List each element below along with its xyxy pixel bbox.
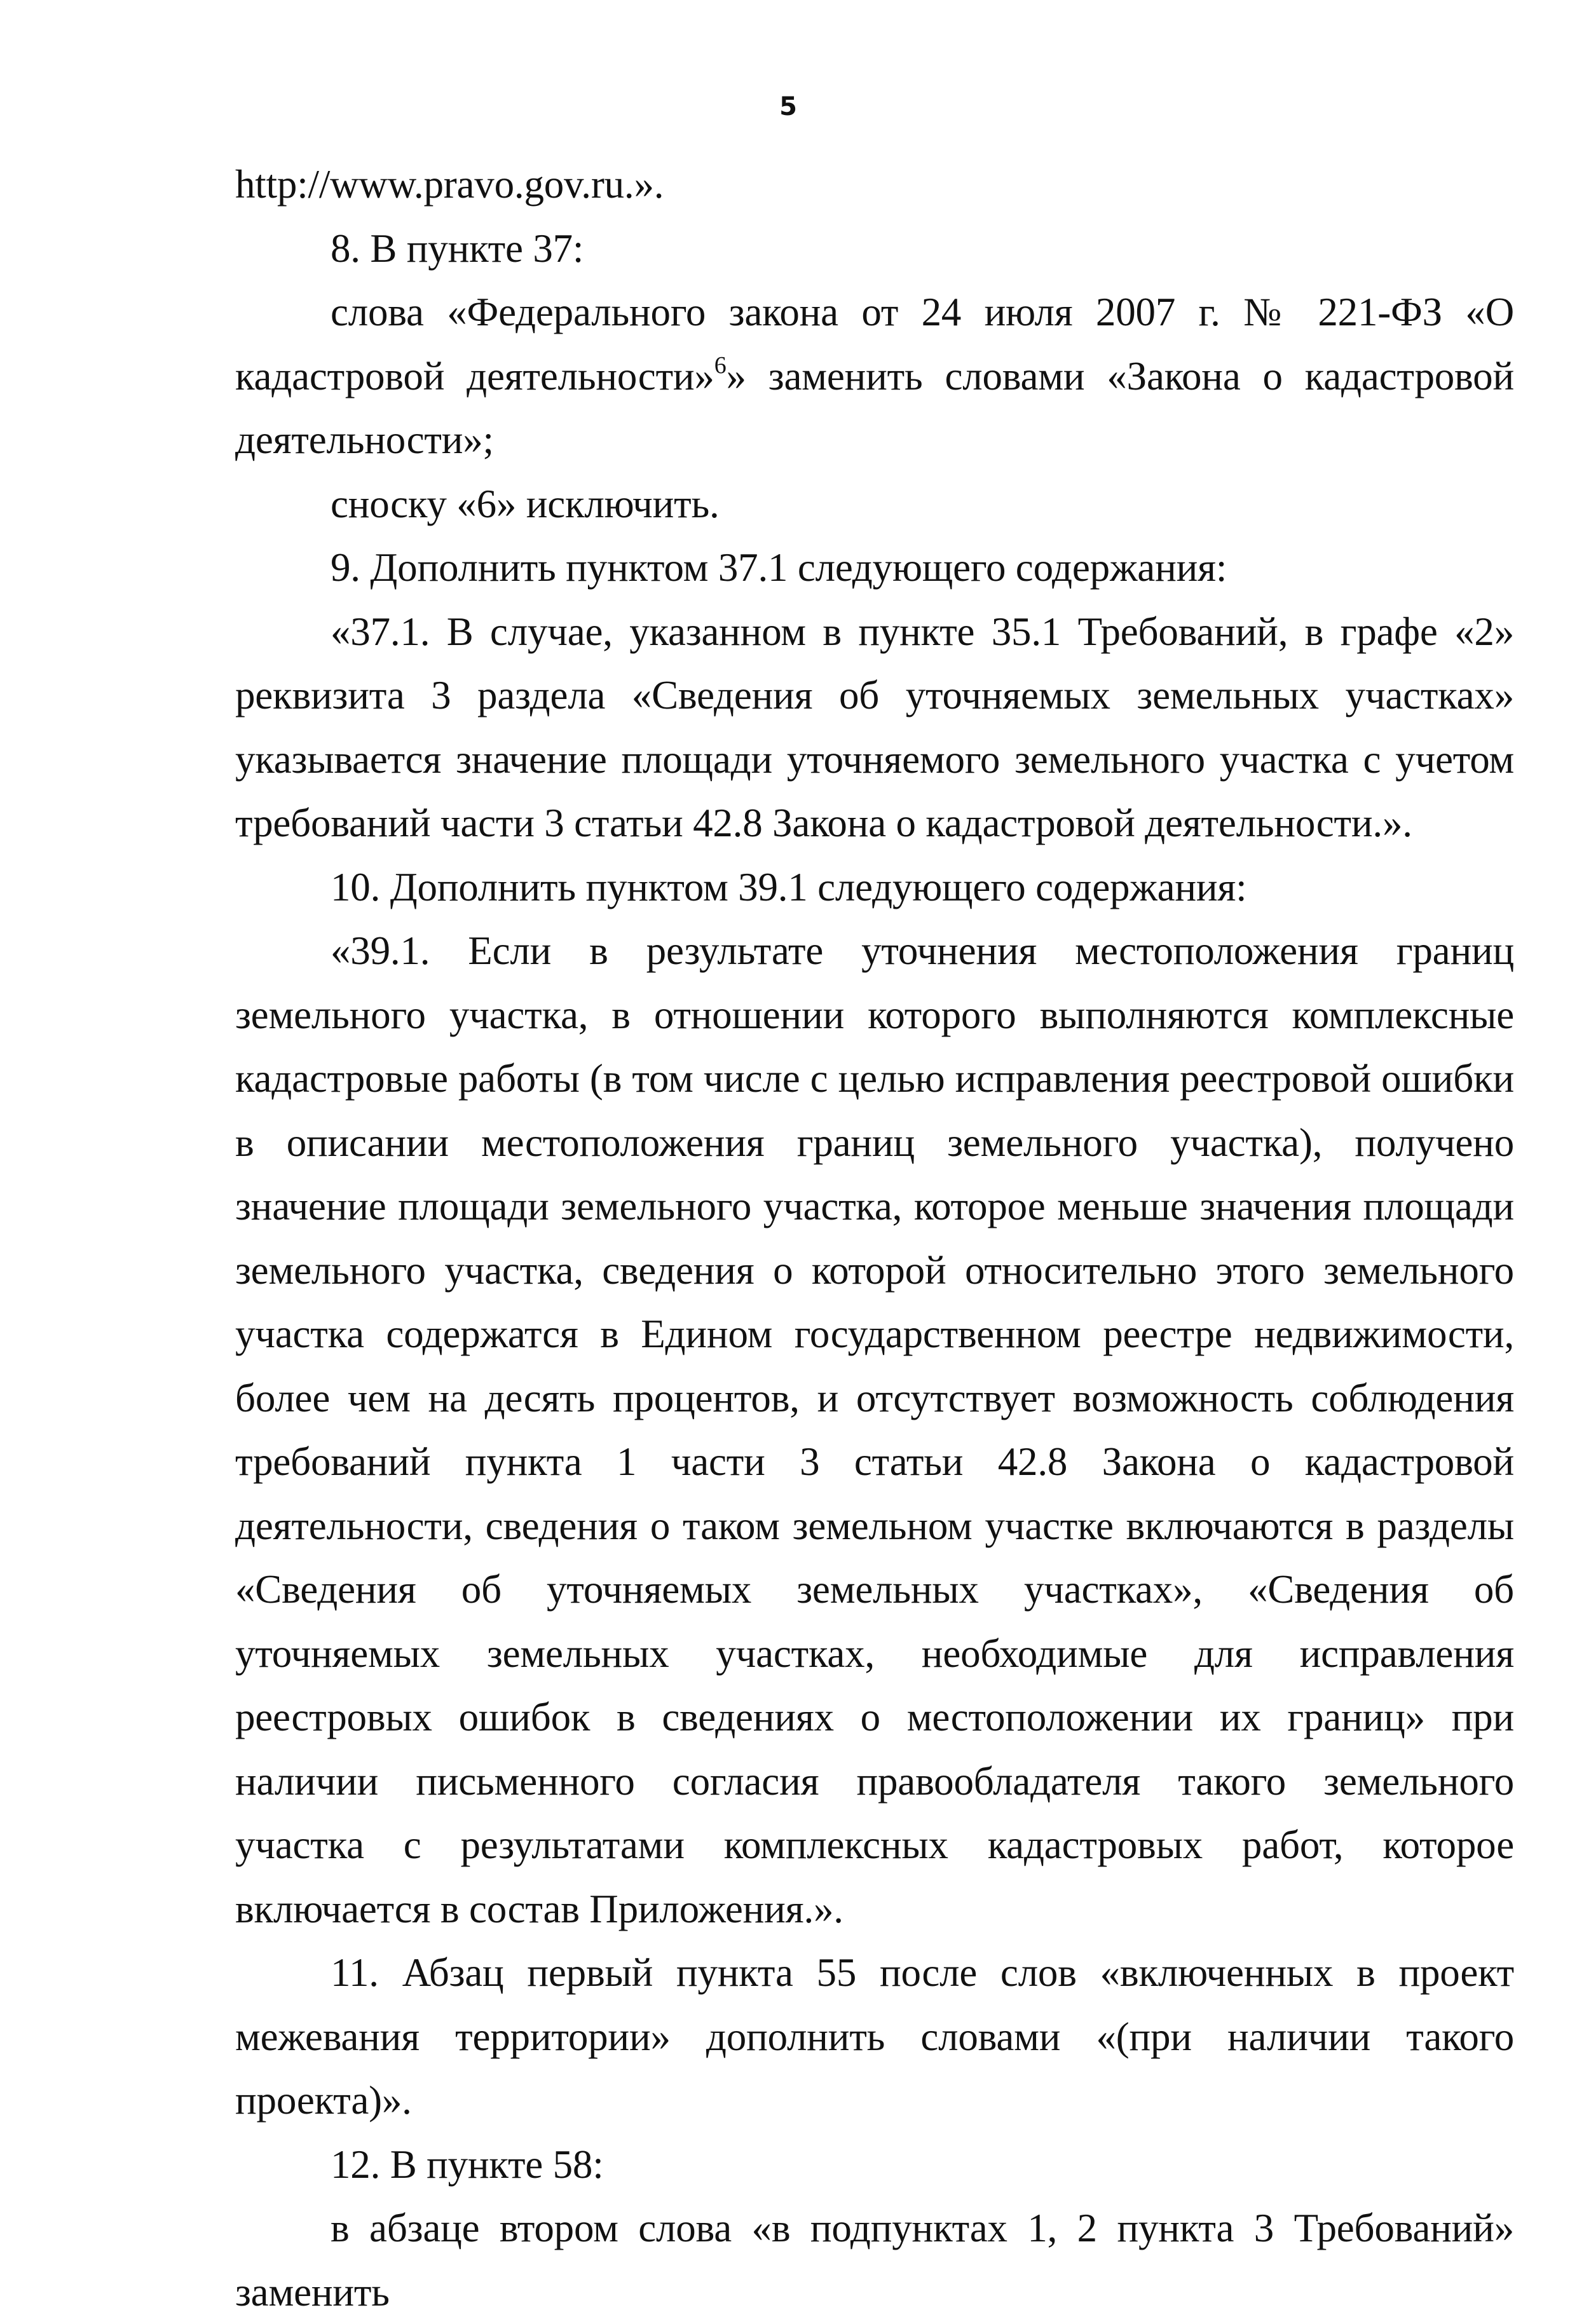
paragraph-url: http://www.pravo.gov.ru.». — [235, 162, 664, 207]
document-body — [235, 153, 1514, 2324]
paragraph-item-37-1: «37.1. В случае, указанном в пункте 35.1 Требований, в графе «2» реквизита 3 раздела «Сведения об уточняемых земельных участках» указывается значение площади уточняемого земельного участка с учетом требований части 3 статьи 42.8 Закона о кадастровой деятельности.». — [235, 609, 1514, 845]
paragraph-item-12-words: в абзаце втором слова «в подпунктах 1, 2 пункта 3 Требований» заменить — [235, 2206, 1514, 2314]
paragraph-item-11: 11. Абзац первый пункта 55 после слов «включенных в проект межевания территории» дополнить словами «(при наличии такого проекта)». — [235, 1950, 1514, 2123]
footnote-marker: 6 — [714, 351, 727, 379]
paragraph-item-8-words-part1: слова «Федерального закона от 24 июля 2007 г. № 221-ФЗ «О кадастровой деятельности» — [235, 290, 1514, 398]
paragraph-item-9: 9. Дополнить пунктом 37.1 следующего содержания: — [331, 545, 1227, 590]
paragraph-footnote-exclude: сноску «6» исключить. — [331, 481, 720, 526]
paragraph-item-39-1: «39.1. Если в результате уточнения местоположения границ земельного участка, в отношении которого выполняются комплексные кадастровые работы (в том числе с целью исправления реестровой ошибки в описании местоположения границ земельного участка), получено значение площади земельного участка, которое меньше значения площади земельного участка, сведения о которой относительно этого земельного участка содержатся в Едином государственном реестре недвижимости, более чем на десять процентов, и отсутствует возможность соблюдения требований пункта 1 части 3 статьи 42.8 Закона о кадастровой деятельности, сведения о таком земельном участке включаются в разделы «Сведения об уточняемых земельных участках», «Сведения об уточняемых земельных участках, необходимые для исправления реестровых ошибок в сведениях о местоположении их границ» при наличии письменного согласия правообладателя такого земельного участка с результатами комплексных кадастровых работ, которое включается в состав Приложения.». — [235, 928, 1514, 1931]
paragraph-item-10: 10. Дополнить пунктом 39.1 следующего содержания: — [331, 864, 1247, 909]
paragraph-item-12: 12. В пункте 58: — [331, 2142, 604, 2187]
paragraph-item-8-words — [235, 280, 1514, 472]
page-number: 5 — [779, 92, 798, 121]
paragraph-item-8: 8. В пункте 37: — [331, 226, 584, 271]
paragraph-item-8-words-part2: » заменить словами «Закона о кадастровой деятельности»; — [235, 353, 1514, 462]
